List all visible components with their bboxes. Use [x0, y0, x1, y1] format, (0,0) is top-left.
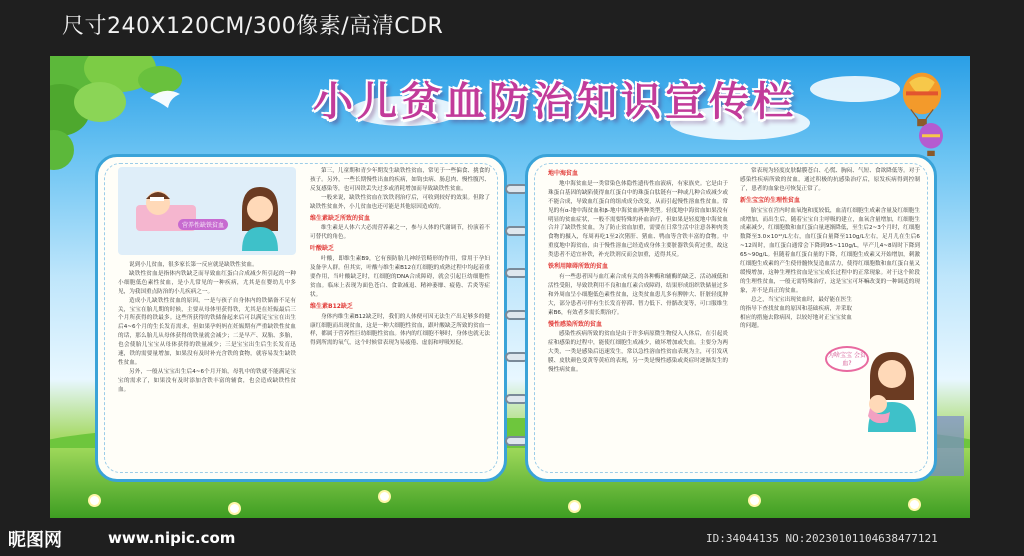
image-id: ID:34044135 NO:20230101104638477121 — [706, 532, 938, 545]
text-column-3 — [548, 167, 728, 475]
daisy-flower — [570, 502, 579, 511]
paragraph: 总之，当宝宝出现贫血时，最好能在医生的指导下查找贫血的原因和基础疾病，并采取相应的措施去除病因，以较好地对正宝宝贫血的问题。 — [740, 296, 852, 330]
paragraph: 胎宝宝在宫内时血氧饱和度较低，血清红细胞生成素含量及红细胞生成增加，而出生后，随着宝宝自主呼吸的建立，血氧含量增加，红细胞生成素减少，红细胞数和血红蛋白量逐渐降低，至生后2~3个月时，红细胞数降至3.0×10¹²/L左右，血红蛋白量降至110g/L左右，足月儿在生后6~12周时，血红蛋白通常会下降到95~110g/L，早产儿4~8周时下降到65~90g/L。但随着血红蛋白量的下降，红细胞生成素又开始增加，刺激红细胞生成素的产生使骨髓恢复造血活力，使得红细胞数和血红蛋白量又缓慢增加，这种生理性贫血是宝宝成长过程中的正常现象。对于这个阶段的生理性贫血，一般无需特殊治疗，这是宝宝可坏嘛改变的一种调适的现象，并不是真正的贫血。 — [740, 207, 920, 294]
daisy-flower — [380, 492, 389, 501]
poster-title: 小儿贫血防治知识宣传栏 — [313, 79, 797, 125]
right-content-panel — [525, 154, 937, 482]
paragraph: 地中海贫血是一类常染色体隐性遗传性血液病，有家族史。它是由于珠蛋白基因的缺陷使得血红蛋白中的珠蛋白肽链有一种或几种合成减少或不能合成，导致血红蛋白的组成成分改变，从而引起慢性溶血性贫血。常见的有α-地中海贫血和β-地中海贫血两种类型。轻度地中海贫血如果没有明显的贫血症状，一般不需要特殊的补血治疗，但如果是轻度地中海贫血合并了缺铁性贫血，为了防止贫血加重，需要在日常生活中注意各种肉类食物的摄入，每周再吃1至2次猪肝、猪血、鸭血等含铁丰富的食物。中重度地中海贫血，由于慢性溶血已经造成身体主要脏器铁负荷过重，故这类患者不适宜补铁，补充铁剂反而会加重，适得其反。 — [548, 180, 728, 259]
paragraph: 身体内维生素B12缺乏时，我们的人体便可因无法生产出足够多的健康红细胞而出现贫血，这是一种大细胞性贫血，跟叶酸缺乏所致的贫血一样，都属于营养性巨幼细胞性贫血。体内的红细胞不够时，身体也就无法得到所需的氧气，这个时候常表现为易疲倦、虚弱和呼吸短促。 — [310, 313, 490, 347]
left-content-panel — [95, 154, 507, 482]
paragraph: 维生素是人体六大必需营养素之一，参与人体的代谢调节，扮演着不可替代的角色。 — [310, 225, 490, 241]
site-logo: 昵图网 — [8, 530, 62, 551]
text-column-1 — [118, 261, 296, 475]
section-heading: 叶酸缺乏 — [310, 245, 335, 253]
illustration-caption: 营养性缺铁贫血 — [178, 219, 228, 230]
paragraph: 有一些患者因与血红素合成有关的各种酶和辅酶的缺乏、活动减低和活性受阻，导致铁利用不良和血红素合成障碍，结果形成组织铁储量过多和外周血呈小细胞低色素性贫血，这类贫血患儿多有脾肿大、肝脏轻度肿大，部分患者可伴有生长发育停滞、智力低下、骨骼改变等，可口服维生素B6，有效者多需长期治疗。 — [548, 273, 728, 316]
paragraph: 叶酸，即维生素B9，它有预防胎儿神经管畸形的作用，常用于孕妇及备孕人群。但其实，叶酸与维生素B12在红细胞的成熟过程中均起着重要作用，当叶酸缺乏时，红细胞的DNA合成障碍，就会引起巨幼细胞性贫血。临床上表现为面色苍白、食欲减退、精神萎靡、疲倦、舌炎等症状。 — [310, 256, 490, 298]
paragraph: 另外，一般从宝宝出生后4~6个月开始，母乳中的铁就不能满足宝宝的需求了，如果没有及时添加含铁丰富的辅食，也会造成缺铁性贫血。 — [118, 368, 296, 393]
sick-child-illustration — [118, 167, 296, 255]
top-bar — [0, 0, 1024, 44]
paragraph: 说到小儿贫血，很多家长第一反应就是缺铁性贫血。 — [129, 262, 258, 268]
paragraph: 缺铁性贫血是指体内铁缺乏而导致血红蛋白合成减少所引起的一种小细胞低色素性贫血，是小儿常见的一种疾病，尤其是在婴幼儿中多见，为我国重点防治的小儿疾病之一。 — [118, 270, 296, 295]
paragraph: 第三，儿童期和青少年期发生缺铁性贫血，常见于一些偏食、挑食的孩子。另外，一些长期慢性出血的疾病，如钩虫病、肠息肉、慢性腹泻、反复感染等，也可因铁丢失过多或消耗增加而导致缺铁性贫血。 — [310, 168, 490, 192]
daisy-flower — [90, 496, 99, 505]
paragraph: 常表现为轻度皮肤黏膜苍白、心慌、胸闷、气短、食欲降低等。对于感染性疾病所致的贫血，通过积极的抗感染治疗后，原发疾病得到控制了，患者的血象也可恢复正常了。 — [740, 168, 920, 192]
paragraph: 一般来说，缺铁性贫血在饮铁剂治疗后，可收到较好的效果。但除了缺铁性贫血外，小儿贫血也还可能是其他原因造成的。 — [310, 194, 490, 210]
section-heading: 新生宝宝的生理性贫血 — [740, 196, 801, 204]
daisy-flower — [230, 504, 239, 513]
section-heading: 地中海贫血 — [548, 170, 579, 177]
section-heading: 慢性感染所致的贫血 — [548, 320, 603, 328]
mother-holding-baby-icon — [860, 348, 922, 432]
section-heading: 铁利用障碍所致的贫血 — [548, 263, 609, 271]
section-heading: 维生素B12缺乏 — [310, 302, 353, 310]
size-spec: 尺寸240X120CM/300像素/高清CDR — [62, 14, 444, 39]
section-heading: 维生素缺乏所致的贫血 — [310, 214, 371, 222]
mother-icon — [236, 185, 284, 251]
paragraph: 造成小儿缺铁性贫血的原因，一是与孩子自身体内的铁储备不足有关，宝宝在胎儿期的时候，主要从母体里获得铁，尤其是在妊娠最后三个月所获得的铁最多。这些所获得的铁储备起来后可以满足宝宝在出生后4~6个月的生长发育需求，但如果孕妈妈在妊娠期有严重缺铁性贫血的话，那么胎儿从母体获得的铁量就会减少；二是早产、双胎、多胎，也会使胎儿宝宝从母体获得的铁量减少；三是宝宝出生后生长发育迅速，铁的需要量增加，如果没有及时补充含铁的食物，就容易发生缺铁性贫血。 — [118, 297, 296, 366]
site-url: www.nipic.com — [108, 529, 236, 547]
watermark-footer — [0, 518, 1024, 556]
paragraph: 感染性疾病所致的贫血是由于许多病原微生物侵入人体后，在引起炎症和感染的过程中，能使红细胞生成减少，破坏增加或失血。主要分为两大类，一类是感染后迅速发生，常以急性溶血性贫血表现为主，可引发巩膜、皮肤颜色变黄等黄疸的表现，另一类是慢性感染或炎症时逐渐发生的慢性病贫血。 — [548, 331, 728, 374]
poster-board — [50, 56, 970, 518]
speech-bubble: 为啥宝宝 会贫血? — [825, 346, 869, 372]
daisy-flower — [910, 500, 919, 509]
daisy-flower — [750, 496, 759, 505]
text-column-2 — [310, 167, 490, 475]
